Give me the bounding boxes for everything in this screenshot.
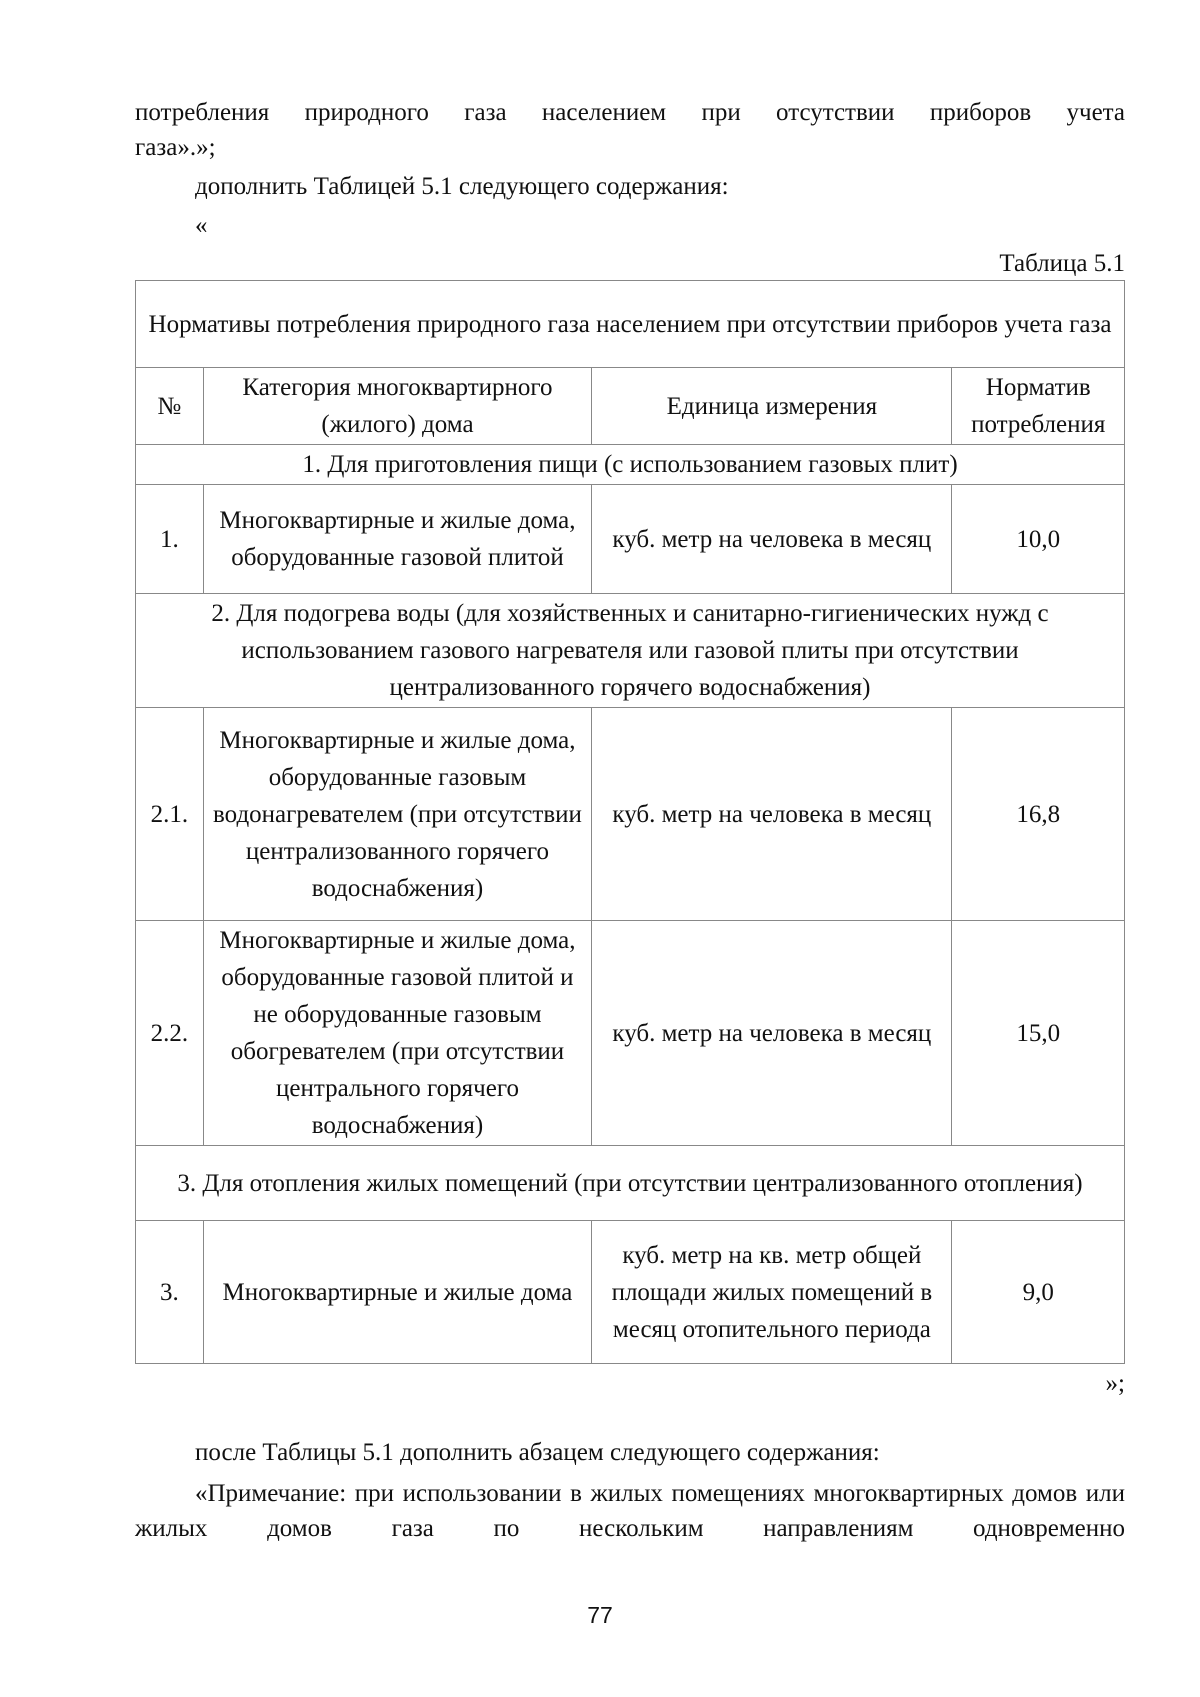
table-row [136, 485, 1125, 594]
row-num: 3. [136, 1221, 204, 1364]
row-num: 1. [136, 485, 204, 594]
row-unit: куб. метр на человека в месяц [592, 708, 952, 921]
open-quote: « [195, 212, 208, 239]
header-num: № [136, 368, 204, 445]
row-num: 2.1. [136, 708, 204, 921]
row-category: Многоквартирные и жилые дома [203, 1221, 592, 1364]
row-category: Многоквартирные и жилые дома, оборудованные газовой плитой [203, 485, 592, 594]
table-header-row [136, 368, 1125, 445]
table-caption: Таблица 5.1 [999, 250, 1125, 277]
header-category: Категория многоквартирного (жилого) дома [203, 368, 592, 445]
paragraph-note [135, 1476, 1125, 1546]
row-norm: 15,0 [952, 921, 1125, 1146]
section-1-title: 1. Для приготовления пищи (с использованием газовых плит) [136, 445, 1125, 485]
table-row [136, 921, 1125, 1146]
paragraph-add-table: дополнить Таблицей 5.1 следующего содержания: [195, 173, 729, 200]
table-title: Нормативы потребления природного газа населением при отсутствии приборов учета газа [136, 281, 1125, 368]
row-category: Многоквартирные и жилые дома, оборудованные газовым водонагревателем (при отсутствии централизованного горячего водоснабжения) [203, 708, 592, 921]
row-unit: куб. метр на человека в месяц [592, 921, 952, 1146]
header-unit: Единица измерения [592, 368, 952, 445]
section-row [136, 445, 1125, 485]
paragraph-top-end: газа».»; [135, 134, 216, 161]
paragraph-top [135, 95, 1125, 165]
row-category: Многоквартирные и жилые дома, оборудованные газовой плитой и не оборудованные газовым обогревателем (при отсутствии центрального горячего водоснабжения) [203, 921, 592, 1146]
section-2-title: 2. Для подогрева воды (для хозяйственных и санитарно-гигиенических нужд с использованием газового нагревателя или газовой плиты при отсутствии централизованного горячего водоснабжения) [136, 594, 1125, 708]
norms-table [135, 280, 1125, 1364]
close-quote: »; [1105, 1370, 1125, 1397]
header-norm: Норматив потребления [952, 368, 1125, 445]
paragraph-top-line: потребления природного газа населением при отсутствии приборов учета [135, 99, 1125, 126]
section-row [136, 594, 1125, 708]
section-3-title: 3. Для отопления жилых помещений (при отсутствии централизованного отопления) [136, 1146, 1125, 1221]
row-norm: 10,0 [952, 485, 1125, 594]
table-row [136, 708, 1125, 921]
row-unit: куб. метр на кв. метр общей площади жилых помещений в месяц отопительного периода [592, 1221, 952, 1364]
row-norm: 16,8 [952, 708, 1125, 921]
document-page [135, 95, 1125, 1546]
section-row [136, 1146, 1125, 1221]
table-row [136, 1221, 1125, 1364]
page-number: 77 [587, 1602, 613, 1628]
table-title-row [136, 281, 1125, 368]
paragraph-after-table: после Таблицы 5.1 дополнить абзацем следующего содержания: [195, 1439, 880, 1466]
paragraph-note-line2: домов или жилых домов газа по нескольким направлениям одновременно [135, 1480, 1125, 1542]
row-unit: куб. метр на человека в месяц [592, 485, 952, 594]
row-num: 2.2. [136, 921, 204, 1146]
paragraph-note-line: «Примечание: при использовании в жилых помещениях многоквартирных [195, 1480, 1004, 1507]
row-norm: 9,0 [952, 1221, 1125, 1364]
